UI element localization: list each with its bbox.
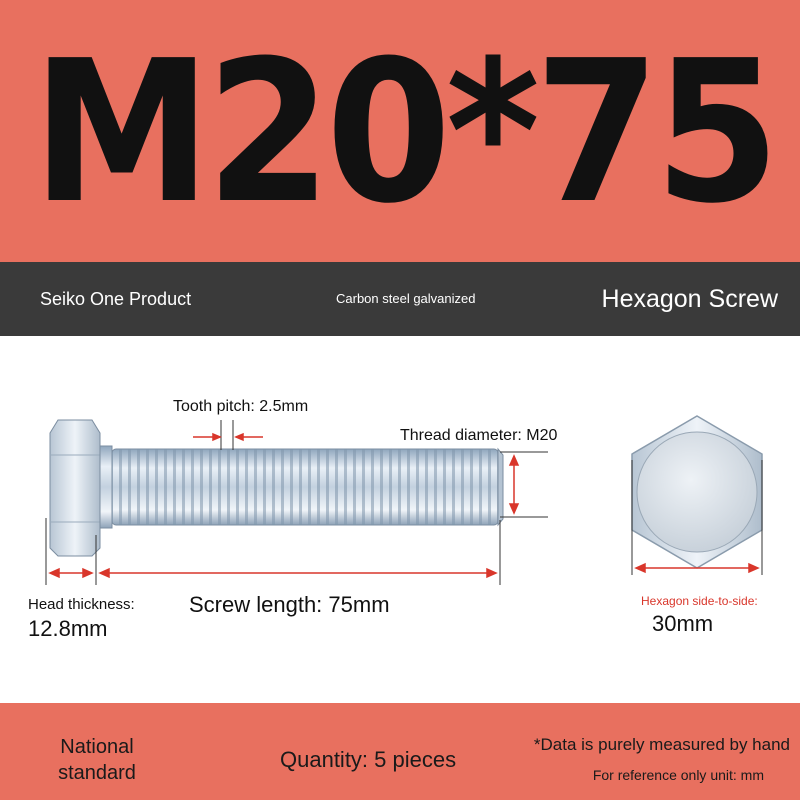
screw-length-label: Screw length: 75mm [189,592,390,617]
hex-side-value: 30mm [652,611,714,636]
bolt-head [50,420,112,556]
standard-label: National standard [58,736,136,784]
measurement-note: *Data is purely measured by hand [533,735,790,754]
reference-note: For reference only unit: mm [592,767,764,783]
head-thickness-label: Head thickness: [28,596,135,613]
footer-bar [0,703,800,800]
head-thickness-value: 12.8mm [28,616,108,641]
tooth-pitch-label: Tooth pitch: 2.5mm [173,398,309,415]
material-label: Carbon steel galvanized [336,291,476,306]
brand-label: Seiko One Product [40,289,192,309]
hex-side-label: Hexagon side-to-side: [641,594,758,608]
product-size-title: M20*75 [32,19,775,247]
bolt-shank [112,449,503,525]
product-type-label: Hexagon Screw [601,285,778,313]
thread-diameter-label: Thread diameter: M20 [400,427,558,444]
hex-head-end-view [632,416,762,568]
quantity-label: Quantity: 5 pieces [280,747,457,772]
